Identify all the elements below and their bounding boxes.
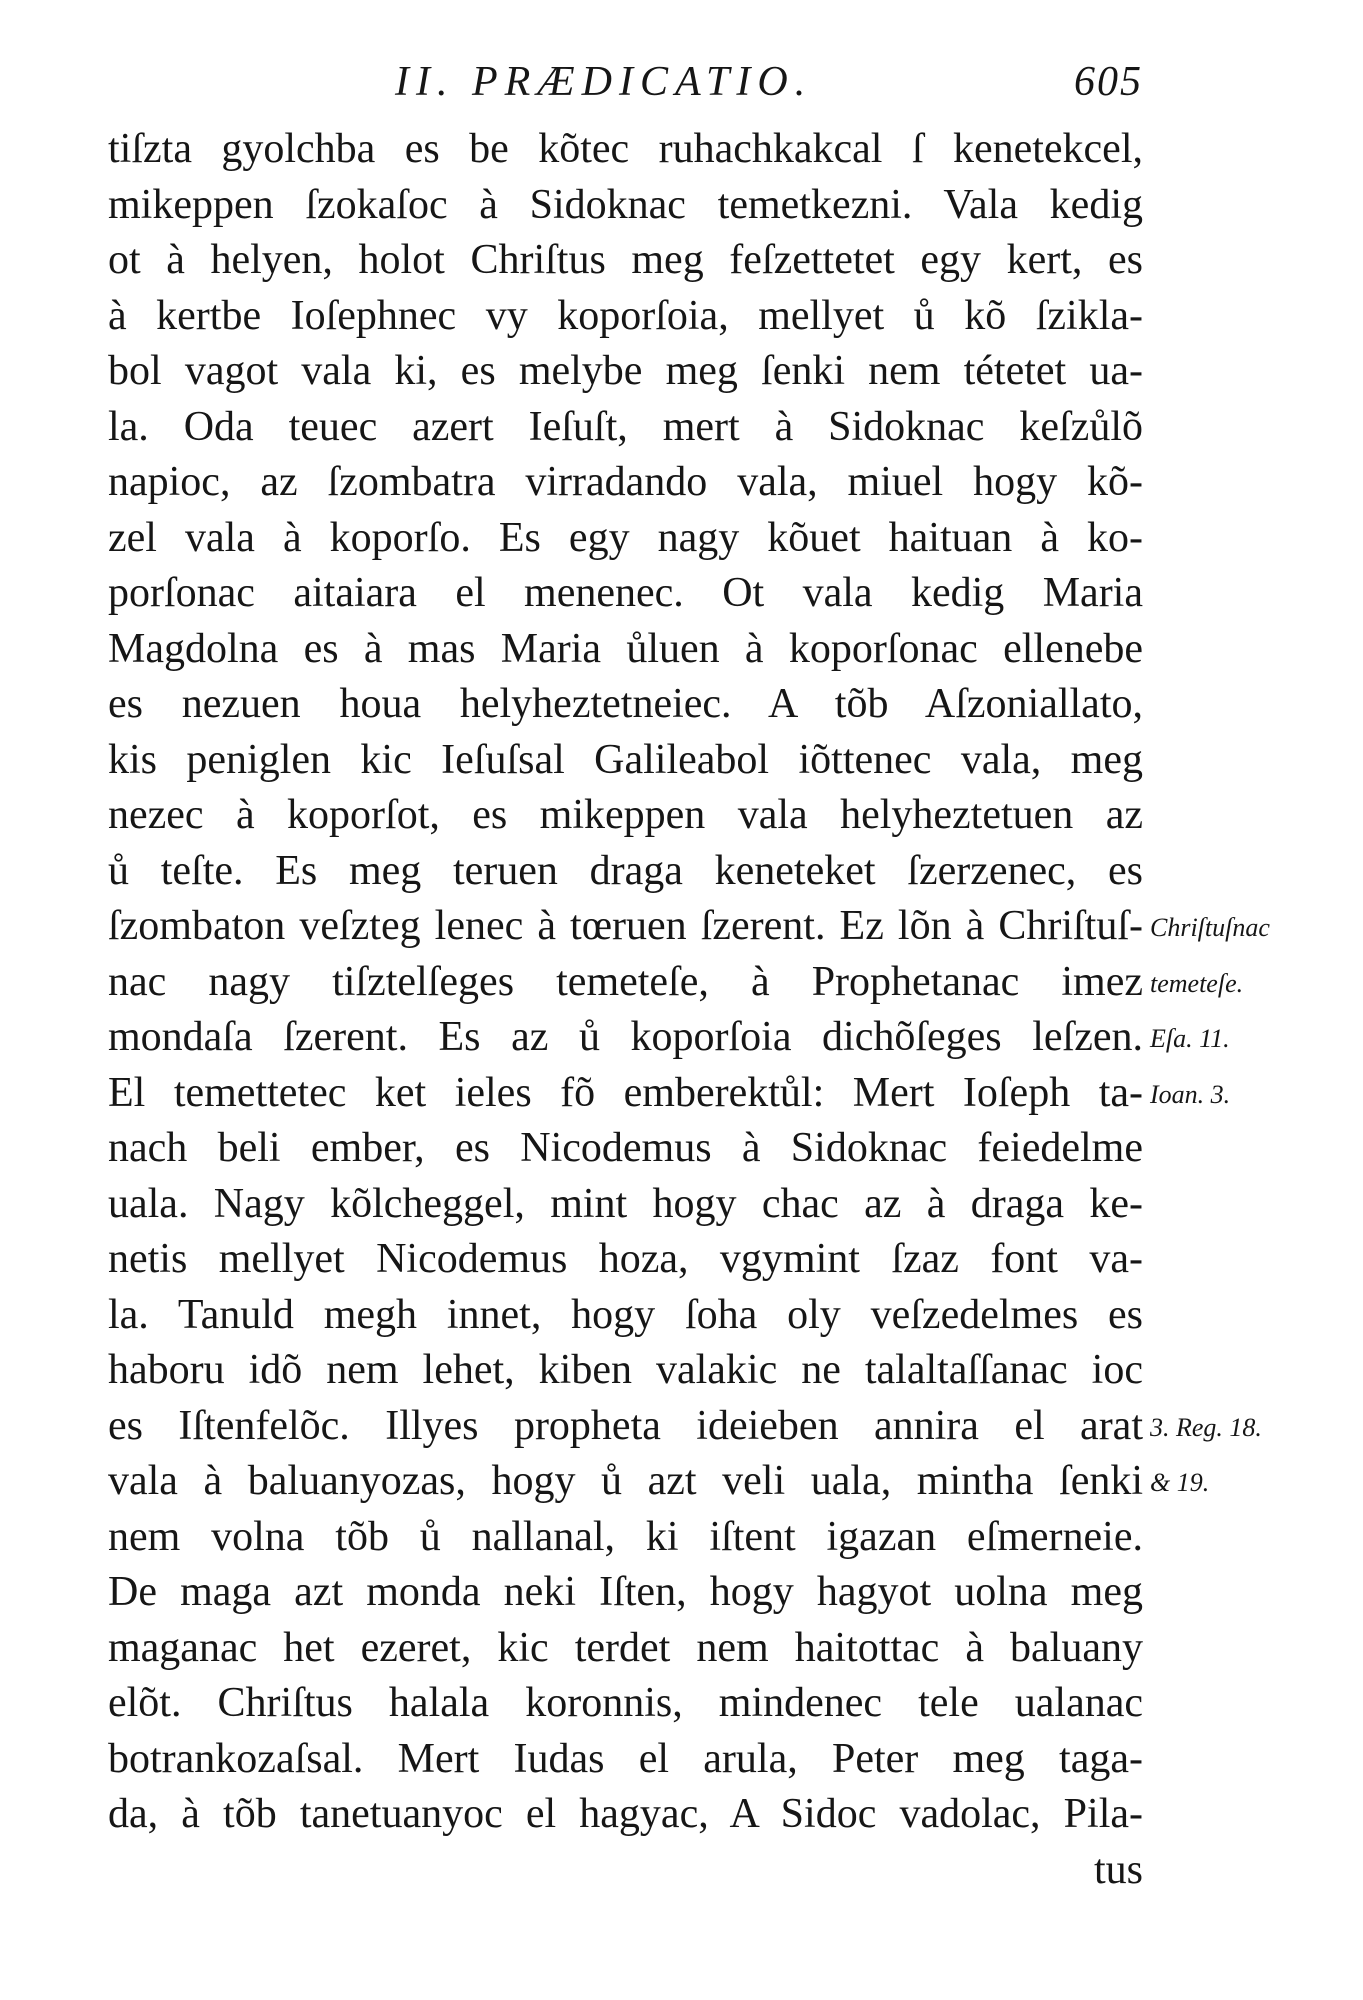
text-line: El temettetec ket ieles fõ emberektůl: Mert Ioſeph ta- [108,1069,1143,1116]
text-line: nach beli ember, es Nicodemus à Sidoknac feiedelme [108,1125,1143,1171]
text-line: es Iſtenfelõc. Illyes propheta ideieben annira el arat [108,1402,1143,1449]
text-line: napioc, az ſzombatra virradando vala, miuel hogy kõ- [108,459,1143,505]
text-line: vala à baluanyozas, hogy ů azt veli uala, mintha ſenki [108,1458,1143,1504]
text-line: nem volna tõb ů nallanal, ki iſtent igazan eſmerneie. [108,1513,1143,1560]
text-line: haboru idõ nem lehet, kiben valakic ne talaltaſſanac ioc [108,1347,1143,1393]
text-line: maganac het ezeret, kic terdet nem haitottac à baluany [108,1624,1143,1671]
text-line: à kertbe Ioſephnec vy koporſoia, mellyet ů kõ ſzikla- [108,292,1143,339]
text-line: nezec à koporſot, es mikeppen vala helyheztetuen az [108,792,1143,838]
margin-note: Ioan. 3. [1150,1079,1231,1109]
text-line: mikeppen ſzokaſoc à Sidoknac temetkezni. Vala kedig [108,181,1143,228]
text-line: uala. Nagy kõlcheggel, mint hogy chac az à draga ke- [108,1180,1143,1227]
margin-note: Chriſtuſnac [1150,913,1270,942]
text-line: netis mellyet Nicodemus hoza, vgymint ſzaz font va- [108,1236,1143,1282]
running-head [108,58,1143,118]
text-line: porſonac aitaiara el menenec. Ot vala kedig Maria [108,570,1143,616]
text-line: mondaſa ſzerent. Es az ů koporſoia dichõſeges leſzen. [108,1014,1143,1060]
text-line: De maga azt monda neki Iſten, hogy hagyot uolna meg [108,1569,1143,1615]
text-line: kis peniglen kic Ieſuſsal Galileabol iõttenec vala, meg [108,736,1143,783]
text-line: elõt. Chriſtus halala koronnis, mindenec tele ualanac [108,1680,1143,1726]
margin-note: Eſa. 11. [1150,1024,1230,1053]
text-line: la. Tanuld megh innet, hogy ſoha oly veſzedelmes es [108,1291,1143,1338]
margin-note: 3. Reg. 18. [1150,1412,1262,1442]
catchword: tus [1093,1846,1143,1893]
text-line: es nezuen houa helyheztetneiec. A tõb Aſzoniallato, [108,681,1143,727]
text-line: nac nagy tiſztelſeges temeteſe, à Prophetanac imez [108,958,1143,1005]
text-line: Magdolna es à mas Maria ůluen à koporſonac ellenebe [108,625,1143,672]
text-line: botrankozaſsal. Mert Iudas el arula, Peter meg taga- [108,1735,1143,1782]
text-line: ů teſte. Es meg teruen draga keneteket ſzerzenec, es [108,847,1143,894]
text-line: bol vagot vala ki, es melybe meg ſenki nem tétetet ua- [108,348,1143,394]
text-line: tiſzta gyolchba es be kõtec ruhachkakcal ſ kenetekcel, [108,126,1143,172]
running-title: II. PRÆDICATIO. [395,59,813,105]
text-line: la. Oda teuec azert Ieſuſt, mert à Sidoknac keſzůlõ [108,403,1143,450]
text-line: ot à helyen, holot Chriſtus meg feſzettetet egy kert, es [108,237,1143,283]
body-text [108,122,1143,1898]
text-line: da, à tõb tanetuanyoc el hagyac, A Sidoc vadolac, Pila- [108,1791,1143,1837]
text-line: ſzombaton veſzteg lenec à tœruen ſzerent. Ez lõn à Chriſtuſ- [108,903,1143,949]
margin-note: temeteſe. [1150,968,1244,998]
page-number: 605 [1074,59,1143,105]
text-line: zel vala à koporſo. Es egy nagy kõuet haituan à ko- [108,514,1143,561]
margin-note: & 19. [1150,1468,1210,1497]
